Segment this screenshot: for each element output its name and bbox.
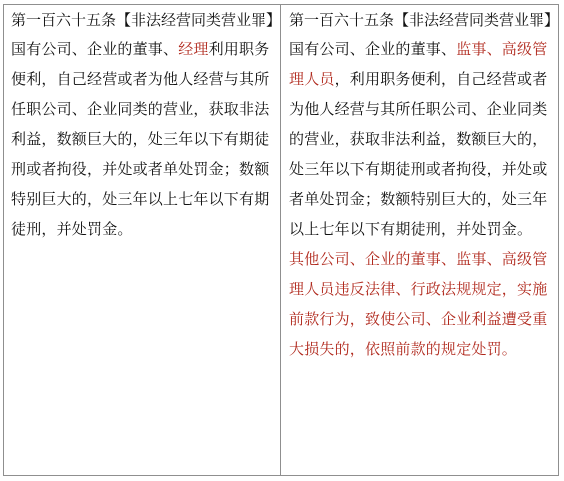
right-body-highlight: 监事、高级管理人员 xyxy=(289,40,548,88)
right-article-body xyxy=(289,34,552,244)
left-body-highlight: 经理 xyxy=(178,40,209,58)
left-body-pre: 国有公司、企业的董事、 xyxy=(11,40,179,58)
left-article-title: 第一百六十五条【非法经营同类营业罪】 xyxy=(11,11,282,29)
comparison-table xyxy=(3,4,559,476)
right-body-pre: 国有公司、企业的董事、 xyxy=(289,40,457,58)
right-article-title: 第一百六十五条【非法经营同类营业罪】 xyxy=(289,11,560,29)
left-article-body xyxy=(11,34,274,244)
right-column-new-text xyxy=(281,5,558,475)
right-body-post: ，利用职务便利，自己经营或者为他人经营与其所任职公司、企业同类的营业，获取非法利益，数额巨大的，处三年以下有期徒刑或者拘役，并处或者单处罚金；数额特别巨大的，处三年以上七年以下有期徒刑，并处罚金。 xyxy=(289,70,548,238)
right-added-paragraph: 其他公司、企业的董事、监事、高级管理人员违反法律、行政法规规定，实施前款行为，致使公司、企业利益遭受重大损失的，依照前款的规定处罚。 xyxy=(289,250,548,358)
left-body-post: 利用职务便利，自己经营或者为他人经营与其所任职公司、企业同类的营业，获取非法利益，数额巨大的，处三年以下有期徒刑或者拘役，并处或者单处罚金；数额特别巨大的，处三年以上七年以下有期徒刑，并处罚金。 xyxy=(11,40,270,238)
left-column-old-text xyxy=(4,5,281,475)
